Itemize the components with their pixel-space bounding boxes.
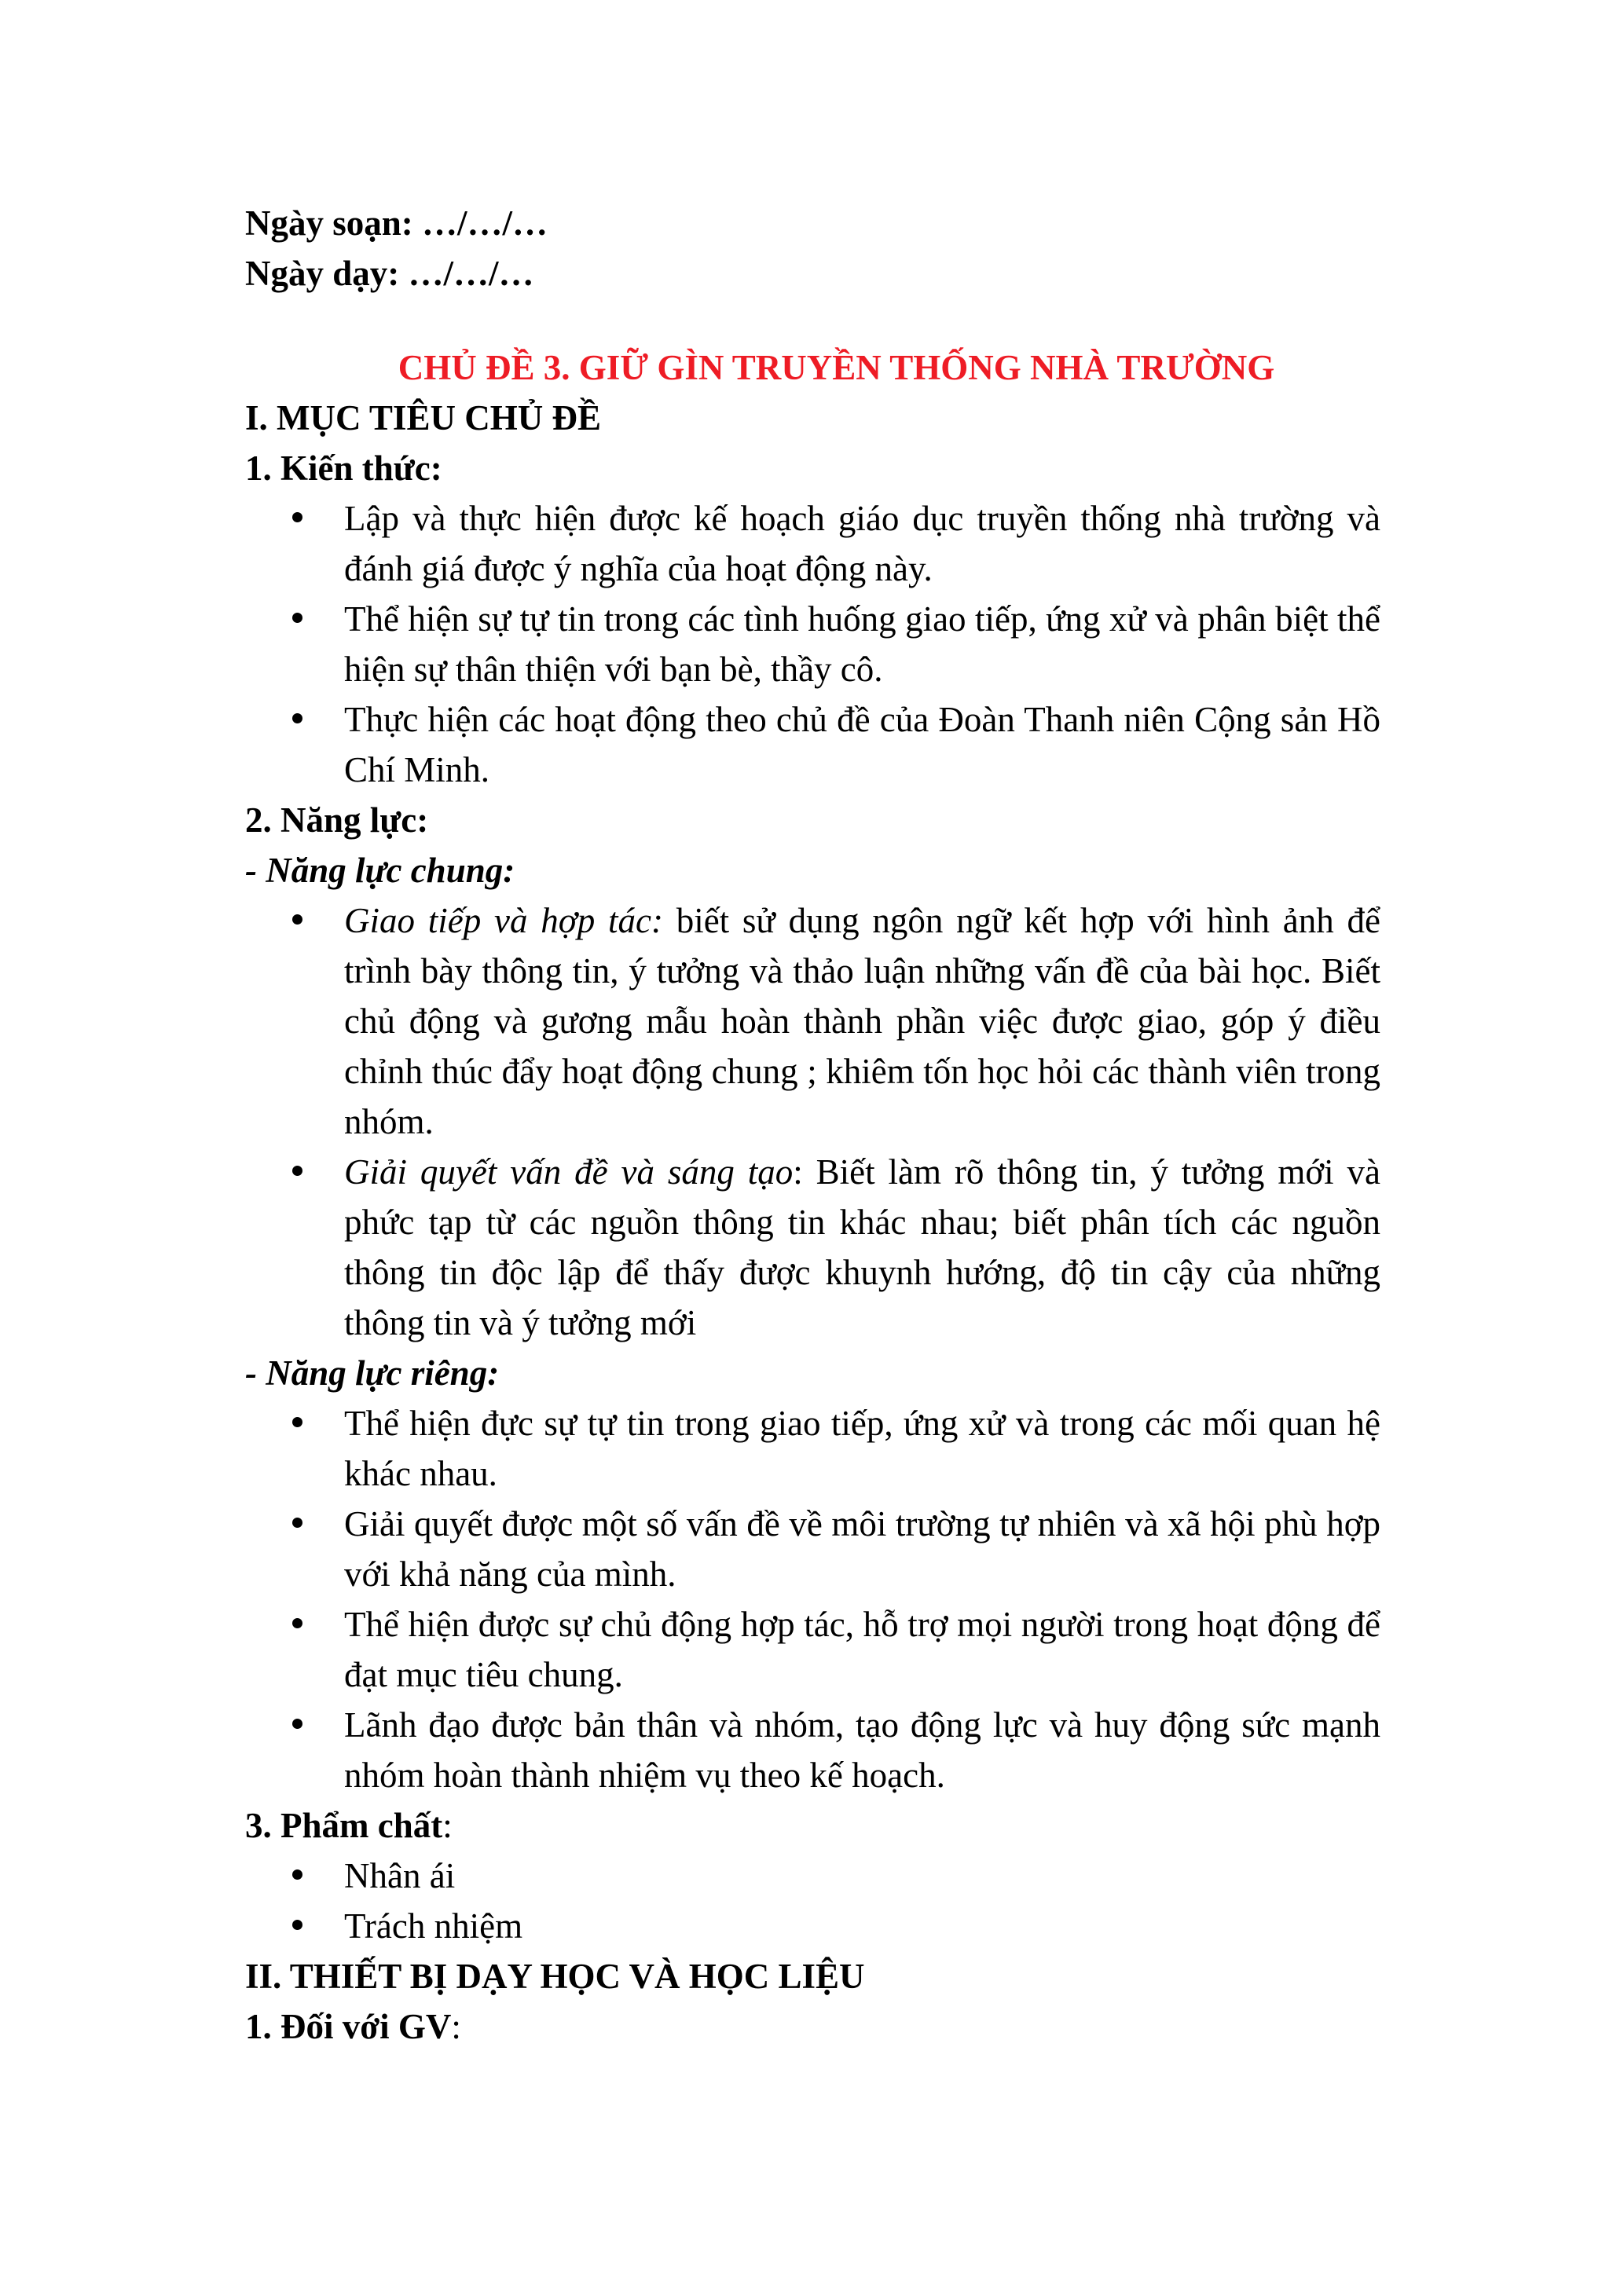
bullet-icon	[292, 1719, 302, 1729]
item-label: Giao tiếp và hợp tác:	[344, 901, 663, 940]
ngay-day: Ngày dạy: …/…/…	[245, 254, 534, 293]
section-2-heading: II. THIẾT BỊ DẠY HỌC VÀ HỌC LIỆU	[245, 1957, 865, 1996]
nang-luc-chung-list	[245, 895, 1404, 1348]
doi-voi-gv-heading: 1. Đối với GV:	[245, 2007, 461, 2046]
bullet-icon	[292, 1518, 302, 1528]
bullet-icon	[292, 613, 302, 623]
bullet-icon	[292, 914, 302, 925]
ngay-soan: Ngày soạn: …/…/…	[245, 203, 548, 243]
list-item: Thể hiện sự tự tin trong các tình huống giao tiếp, ứng xử và phân biệt thể hiện sự thân thiện với bạn bè, thầy cô.	[245, 594, 1404, 694]
list-item: Giải quyết vấn đề và sáng tạo: Biết làm rõ thông tin, ý tưởng mới và phức tạp từ các nguồn thông tin khác nhau; biết phân tích các nguồn thông tin độc lập để thấy được khuynh hướng, độ tin cậy của những thông tin và ý tưởng mới	[245, 1147, 1404, 1348]
bullet-icon	[292, 1417, 302, 1427]
list-item: Thể hiện đực sự tự tin trong giao tiếp, ứng xử và trong các mối quan hệ khác nhau.	[245, 1398, 1404, 1499]
topic-title: CHỦ ĐỀ 3. GIỮ GÌN TRUYỀN THỐNG NHÀ TRƯỜNG	[398, 348, 1275, 387]
bullet-icon	[292, 1618, 302, 1628]
bullet-icon	[292, 1166, 302, 1176]
nang-luc-rieng-list	[245, 1398, 1404, 1800]
kien-thuc-heading: 1. Kiến thức:	[245, 449, 442, 488]
list-item: Nhân ái	[245, 1851, 1404, 1901]
bullet-icon	[292, 713, 302, 723]
nang-luc-chung-heading: - Năng lực chung:	[245, 851, 515, 890]
nang-luc-heading: 2. Năng lực:	[245, 800, 429, 840]
section-1-heading: I. MỤC TIÊU CHỦ ĐỀ	[245, 398, 601, 438]
list-item: Lãnh đạo được bản thân và nhóm, tạo động lực và huy động sức mạnh nhóm hoàn thành nhiệm vụ theo kế hoạch.	[245, 1700, 1404, 1800]
bullet-icon	[292, 1920, 302, 1930]
list-item: Thể hiện được sự chủ động hợp tác, hỗ trợ mọi người trong hoạt động để đạt mục tiêu chung.	[245, 1599, 1404, 1700]
list-item: Lập và thực hiện được kế hoạch giáo dục truyền thống nhà trường và đánh giá được ý nghĩa của hoạt động này.	[245, 493, 1404, 594]
pham-chat-list	[245, 1851, 1404, 1951]
item-label: Giải quyết vấn đề và sáng tạo	[344, 1152, 794, 1192]
document-page	[245, 198, 1404, 2052]
list-item: Giải quyết được một số vấn đề về môi trường tự nhiên và xã hội phù hợp với khả năng của mình.	[245, 1499, 1404, 1599]
bullet-icon	[292, 1869, 302, 1880]
list-item: Giao tiếp và hợp tác: biết sử dụng ngôn ngữ kết hợp với hình ảnh để trình bày thông tin, ý tưởng và thảo luận những vấn đề của bài học. Biết chủ động và gương mẫu hoàn thành phần việc được giao, góp ý điều chỉnh thúc đẩy hoạt động chung ; khiêm tốn học hỏi các thành viên trong nhóm.	[245, 895, 1404, 1147]
nang-luc-rieng-heading: - Năng lực riêng:	[245, 1353, 500, 1393]
list-item: Thực hiện các hoạt động theo chủ đề của Đoàn Thanh niên Cộng sản Hồ Chí Minh.	[245, 694, 1404, 795]
bullet-icon	[292, 512, 302, 522]
kien-thuc-list	[245, 493, 1404, 795]
pham-chat-heading: 3. Phẩm chất:	[245, 1806, 453, 1845]
list-item: Trách nhiệm	[245, 1901, 1404, 1951]
